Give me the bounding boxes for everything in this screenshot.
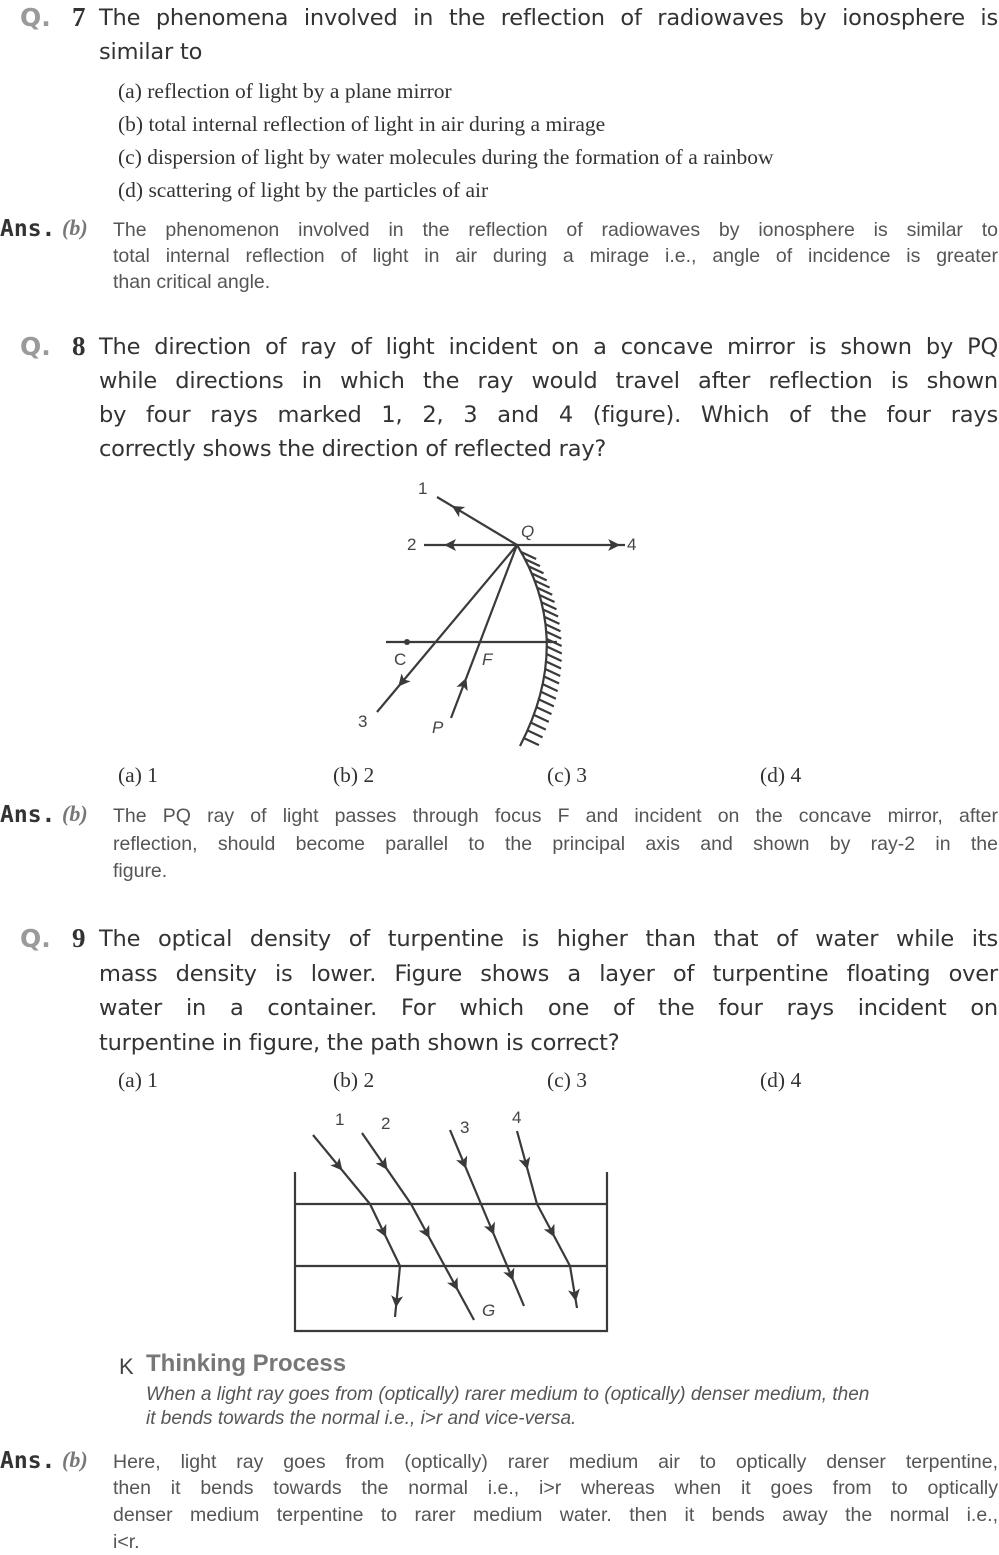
point-label-p: P	[432, 718, 444, 737]
option-a: (a) 1	[118, 1068, 158, 1092]
answer-text-line: than critical angle.	[113, 271, 271, 293]
thinking-process-title: Thinking Process	[146, 1350, 347, 1377]
ray-label-1: 1	[418, 479, 428, 498]
question-text-line: while directions in which the ray would travel after reflection is shown	[99, 368, 998, 394]
question-text-line: The phenomena involved in the reflection of radiowaves by ionosphere is	[99, 5, 998, 31]
answer-text-line: figure.	[113, 860, 168, 882]
answer-option: (b)	[62, 215, 88, 240]
answer-text-line: denser medium terpentine to rarer medium water. then it bends away the normal i.e.,	[113, 1504, 998, 1526]
ray-label-3: 3	[460, 1118, 470, 1137]
question-text-line: correctly shows the direction of reflected ray?	[99, 436, 607, 462]
ray-label-4: 4	[512, 1108, 522, 1127]
answer-label: Ans.	[0, 802, 56, 828]
ray-label-2: 2	[381, 1114, 391, 1133]
point-label-q: Q	[521, 522, 535, 541]
question-icon: Q.	[20, 332, 51, 361]
point-label-c: C	[394, 650, 407, 669]
question-icon: Q.	[20, 3, 51, 32]
option-b: (b) 2	[333, 1068, 375, 1092]
option-a: (a) 1	[118, 763, 158, 787]
answer-text-line: reflection, should become parallel to the principal axis and shown by ray-2 in the	[113, 833, 998, 855]
option-c: (c) 3	[547, 1068, 587, 1092]
answer-text-line: Here, light ray goes from (optically) rarer medium air to optically denser terpentine,	[113, 1451, 998, 1473]
answer-label: Ans.	[0, 1448, 56, 1474]
answer-option: (b)	[62, 801, 88, 826]
container	[295, 1172, 607, 1331]
answer-text-line: total internal reflection of light in air during a mirage i.e., angle of incidence is greater	[113, 245, 998, 267]
ray-label-1: 1	[335, 1110, 345, 1129]
ray-2	[362, 1133, 474, 1320]
point-label-g: G	[482, 1301, 496, 1320]
arrow-icon	[376, 1157, 388, 1170]
question-text-line: by four rays marked 1, 2, 3 and 4 (figure). Which of the four rays	[99, 402, 998, 428]
question-text-line: The optical density of turpentine is higher than that of water while its	[99, 926, 998, 952]
question-text-line: The direction of ray of light incident on a concave mirror is shown by PQ	[99, 334, 998, 360]
option-a: (a) reflection of light by a plane mirror	[118, 79, 452, 103]
ray-label-2: 2	[407, 535, 417, 554]
ray-label-3: 3	[358, 712, 368, 731]
answer-label: Ans.	[0, 216, 56, 242]
ray-1	[313, 1135, 400, 1317]
question-icon: Q.	[20, 924, 51, 953]
option-c: (c) dispersion of light by water molecules during the formation of a rainbow	[118, 145, 774, 169]
point-label-f: F	[482, 650, 493, 669]
question-number: 7	[72, 2, 86, 32]
thinking-process-text-line: When a light ray goes from (optically) rarer medium to (optically) denser medium, then	[146, 1384, 870, 1405]
answer-text-line: i<r.	[113, 1531, 140, 1553]
answer-option: (b)	[62, 1447, 88, 1472]
answer-text-line: The phenomenon involved in the reflection of radiowaves by ionosphere is similar to	[113, 219, 998, 241]
option-d: (d) 4	[760, 1068, 802, 1092]
thinking-process-text-line: it bends towards the normal i.e., i>r and vice-versa.	[146, 1408, 577, 1429]
ray-label-4: 4	[627, 535, 637, 554]
question-text-line: water in a container. For which one of the four rays incident on	[99, 995, 998, 1021]
ray-4	[517, 1131, 577, 1308]
answer-text-line: then it bends towards the normal i.e., i>r whereas when it goes from to optically	[113, 1477, 998, 1499]
option-d: (d) scattering of light by the particles of air	[118, 178, 489, 202]
option-c: (c) 3	[547, 763, 587, 787]
option-d: (d) 4	[760, 763, 802, 787]
thinking-process-marker: K	[119, 1354, 134, 1379]
option-b: (b) total internal reflection of light in air during a mirage	[118, 112, 606, 136]
question-text-line: turpentine in figure, the path shown is correct?	[99, 1030, 620, 1056]
question-number: 8	[72, 331, 86, 361]
question-number: 9	[72, 923, 86, 953]
question-text-line: similar to	[99, 39, 203, 65]
question-text-line: mass density is lower. Figure shows a layer of turpentine floating over	[99, 961, 998, 987]
answer-text-line: The PQ ray of light passes through focus F and incident on the concave mirror, after	[113, 805, 998, 827]
option-b: (b) 2	[333, 763, 375, 787]
